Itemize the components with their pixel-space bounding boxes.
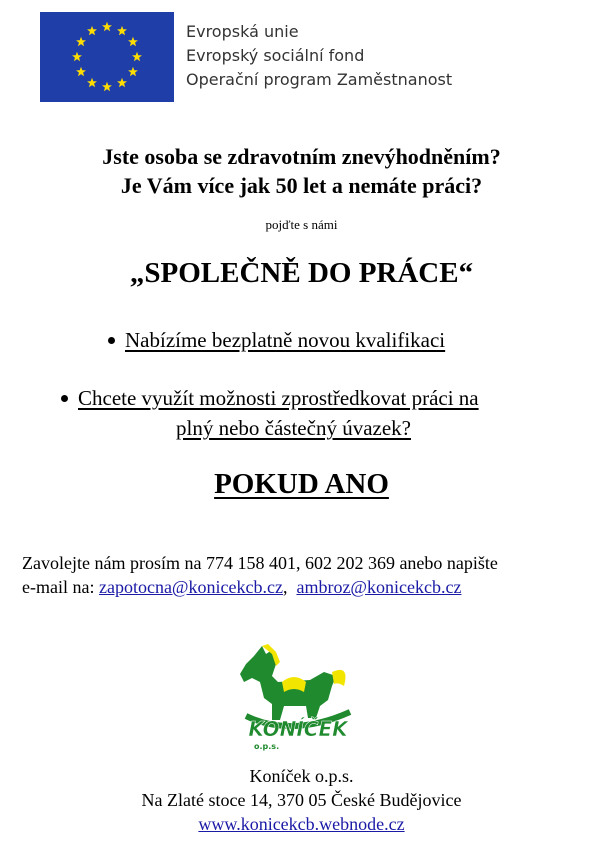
email-separator: ,: [282, 577, 297, 597]
eu-line-2: Evropský sociální fond: [186, 46, 365, 65]
eu-star-icon: [128, 37, 138, 46]
eu-line-1: Evropská unie: [186, 22, 299, 41]
contact-email-prefix: e-mail na:: [22, 577, 99, 597]
bullet-icon: [108, 337, 115, 344]
eu-star-icon: [132, 52, 142, 61]
eu-star-icon: [87, 78, 97, 87]
footer: [0, 764, 603, 836]
call-to-action: [0, 468, 603, 501]
subtitle: pojďte s námi: [265, 217, 338, 232]
eu-star-icon: [76, 37, 86, 46]
bullet-2-text-line-2: plný nebo částečný úvazek?: [176, 416, 411, 440]
footer-address: Na Zlaté stoce 14, 370 05 České Budějovice: [141, 790, 462, 810]
email-link-1[interactable]: zapotocna@konicekcb.cz: [98, 577, 283, 597]
bullet-icon: [61, 395, 68, 402]
bullet-1-text: Nabízíme bezplatně novou kvalifikaci: [125, 328, 446, 352]
logo-text: KONÍČEK: [248, 717, 348, 741]
website-link[interactable]: www.konicekcb.webnode.cz: [198, 814, 405, 834]
headline-line-2: Je Vám více jak 50 let a nemáte práci?: [120, 173, 483, 198]
contact-line-1: Zavolejte nám prosím na 774 158 401, 602 202 369 anebo napište: [22, 553, 498, 573]
eu-line-3: Operační program Zaměstnanost: [186, 70, 453, 89]
headline: [0, 142, 603, 200]
cta-text: POKUD ANO: [214, 468, 389, 500]
footer-org-name: Koníček o.p.s.: [249, 766, 354, 786]
email-link-2[interactable]: ambroz@konicekcb.cz: [296, 577, 462, 597]
eu-star-icon: [76, 67, 86, 76]
eu-star-icon: [102, 22, 112, 31]
eu-header: [40, 12, 510, 102]
contact-info: [22, 551, 498, 599]
eu-star-icon: [87, 26, 97, 35]
eu-star-icon: [117, 78, 127, 87]
headline-line-1: Jste osoba se zdravotním znevýhodněním?: [102, 144, 501, 169]
eu-star-icon: [102, 82, 112, 91]
konicek-logo: [232, 642, 368, 752]
eu-program-text: [186, 20, 452, 92]
rocking-horse-icon: [232, 642, 368, 752]
eu-stars: [40, 12, 174, 102]
bullet-2-text-line-1: Chcete využít možnosti zprostředkovat práci na: [78, 386, 479, 410]
contact-line-2: [22, 575, 498, 599]
eu-star-icon: [128, 67, 138, 76]
logo-subtext: o.p.s.: [254, 742, 280, 751]
slogan: „SPOLEČNĚ DO PRÁCE“: [129, 257, 474, 289]
eu-star-icon: [72, 52, 82, 61]
eu-flag-icon: [40, 12, 174, 102]
eu-star-icon: [117, 26, 127, 35]
